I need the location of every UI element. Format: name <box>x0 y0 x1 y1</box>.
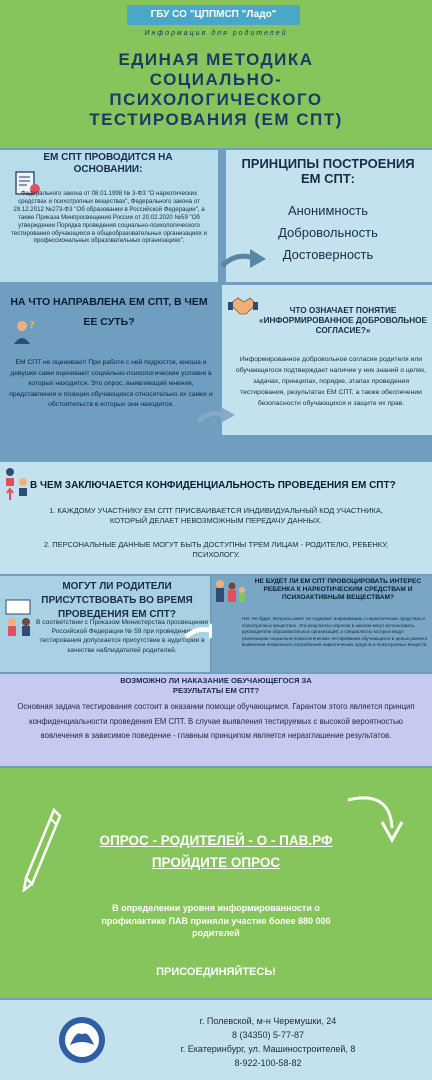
contact-line-1: г. Полевской, м-н Черемушки, 24 <box>199 1016 337 1026</box>
consent-heading: ЧТО ОЗНАЧАЕТ ПОНЯТИЕ «ИНФОРМИРОВАННОЕ ДОБРОВОЛЬНОЕ СОГЛАСИЕ?» <box>259 306 427 335</box>
principle-reliability: Достоверность <box>282 247 374 262</box>
principles-heading: ПРИНЦИПЫ ПОСТРОЕНИЯ ЕМ СПТ: <box>241 156 415 186</box>
svg-text:?: ? <box>29 320 35 331</box>
principle-anonymity: Анонимность <box>287 203 369 218</box>
header-subtitle: Информация для родителей <box>144 30 288 37</box>
survey-link[interactable]: ОПРОС - РОДИТЕЛЕЙ - О - ПАВ.РФ <box>99 833 333 848</box>
punishment-text: Основная задача тестирования состоит в оказании помощи обучающимся. Гарантом этого является принцип конфиденциальности проведения ЕМ СПТ. В случае выявления тестируемых с высокой вероятностью вовлечения в зависимое поведение - главным принципом является неразглашение результатов. <box>17 702 415 740</box>
organization-logo <box>57 1015 107 1065</box>
org-tag: ГБУ СО "ЦППМСП "Ладо" <box>127 5 300 25</box>
family-icon <box>212 578 248 612</box>
confidentiality-item-2: 2. ПЕРСОНАЛЬНЫЕ ДАННЫЕ МОГУТ БЫТЬ ДОСТУПНЫ ТРЕМ ЛИЦАМ - РОДИТЕЛЮ, РЕБЕНКУ, ПСИХОЛОГУ. <box>43 540 389 559</box>
basis-heading: ЕМ СПТ ПРОВОДИТСЯ НА ОСНОВАНИИ: <box>43 152 173 175</box>
basis-text: Федерального закона от 08.01.1998 № 3-ФЗ "О наркотических средствах и психотропных веществах", Федерального закона от 29.12.2012 №273-ФЗ "Об образовании в Российской Федерации", а также Приказа Минпросвещения России от 20.02.2020 №59 "Об утверждении Порядка проведения социально-психологического тестирования обучающихся в общеобразовательных организациях и профессиональных образовательных организациях". <box>11 190 207 245</box>
page-title: ЕДИНАЯ МЕТОДИКА СОЦИАЛЬНО-ПСИХОЛОГИЧЕСКОГО ТЕСТИРОВАНИЯ (ЕМ СПТ) <box>89 50 343 129</box>
person-question-icon <box>12 318 38 346</box>
arrow-right-icon <box>194 404 238 430</box>
parents-heading: МОГУТ ЛИ РОДИТЕЛИ ПРИСУТСТВОВАТЬ ВО ВРЕМЯ ПРОВЕДЕНИЯ ЕМ СПТ? <box>41 581 193 620</box>
classroom-icon <box>2 598 36 640</box>
aim-heading: НА ЧТО НАПРАВЛЕНА ЕМ СПТ, В ЧЕМ ЕЕ СУТЬ? <box>10 296 208 328</box>
people-arrows-icon <box>4 466 30 506</box>
interest-text: Нет. Не будет. Вопросы анкет не содержат информацию о наркотических средствах и психотропных веществах. Эти результаты опросов в школах могут использовать руководители образовательных организаций, а специалисты которых ведут реализацию социально-психологических тестирования обучающихся и целью раннего выявления незаконного потребления наркотических средств и психотропных веществ. <box>242 616 428 648</box>
contact-phone-2[interactable]: 8-922-100-58-82 <box>234 1058 302 1068</box>
contact-line-2: г. Екатеринбург, ул. Машиностроителей, 8 <box>180 1044 356 1054</box>
consent-text: Информированное добровольное согласие родителя или обучающегося подтверждает наличие у них знаний о целях, задачах, принципах, порядке, этапах проведения тестирования, результатах ЕМ СПТ, а также обеспечении безопасности обучающихся и защите их прав. <box>235 356 427 407</box>
punishment-heading: ВОЗМОЖНО ЛИ НАКАЗАНИЕ ОБУЧАЮЩЕГОСЯ ЗА РЕЗУЛЬТАТЫ ЕМ СПТ? <box>120 676 312 695</box>
survey-info: В определении уровня информированности о профилактике ПАВ приняли участие более 880 000 родителей <box>101 903 331 938</box>
survey-cta[interactable]: ПРОЙДИТЕ ОПРОС <box>151 855 281 870</box>
confidentiality-item-1: 1. КАЖДОМУ УЧАСТНИКУ ЕМ СПТ ПРИСВАИВАЕТСЯ ИНДИВИДУАЛЬНЫЙ КОД УЧАСТНИКА, КОТОРЫЙ ДЕЛАЕТ НЕВОЗМОЖНЫМ ПЕРЕДАЧУ ДАННЫХ. <box>49 506 383 525</box>
survey-join: ПРИСОЕДИНЯЙТЕСЬ! <box>156 966 276 978</box>
contact-phone-1[interactable]: 8 (34350) 5-77-87 <box>231 1030 305 1040</box>
pencil-icon <box>20 806 64 892</box>
handshake-icon <box>228 292 258 318</box>
confidentiality-heading: В ЧЕМ ЗАКЛЮЧАЕТСЯ КОНФИДЕНЦИАЛЬНОСТЬ ПРОВЕДЕНИЯ ЕМ СПТ? <box>30 480 396 491</box>
principle-voluntariness: Добровольность <box>278 225 378 240</box>
parents-text: В соответствии с Приказом Министерства просвещения Российской Федерации № 59 при проведении тестирования допускается присутствие в аудитории в качестве наблюдателей родителей. <box>36 619 209 654</box>
aim-text: ЕМ СПТ не оценивает! При работе с ней подросток, юноша и девушки сами оценивают социально-психологические условия в которых находятся. Это опрос, выявляющий мнения, представления и позиции обучающихся относительно их самих и обстоятельств в которых они находятся. <box>9 359 213 408</box>
arrow-right-icon <box>218 246 270 276</box>
interest-heading: НЕ БУДЕТ ЛИ ЕМ СПТ ПРОВОЦИРОВАТЬ ИНТЕРЕС РЕБЕНКА К НАРКОТИЧЕСКИМ СРЕДСТВАМ И ПСИХОАКТИВНЫМ ВЕЩЕСТВАМ? <box>254 578 422 601</box>
